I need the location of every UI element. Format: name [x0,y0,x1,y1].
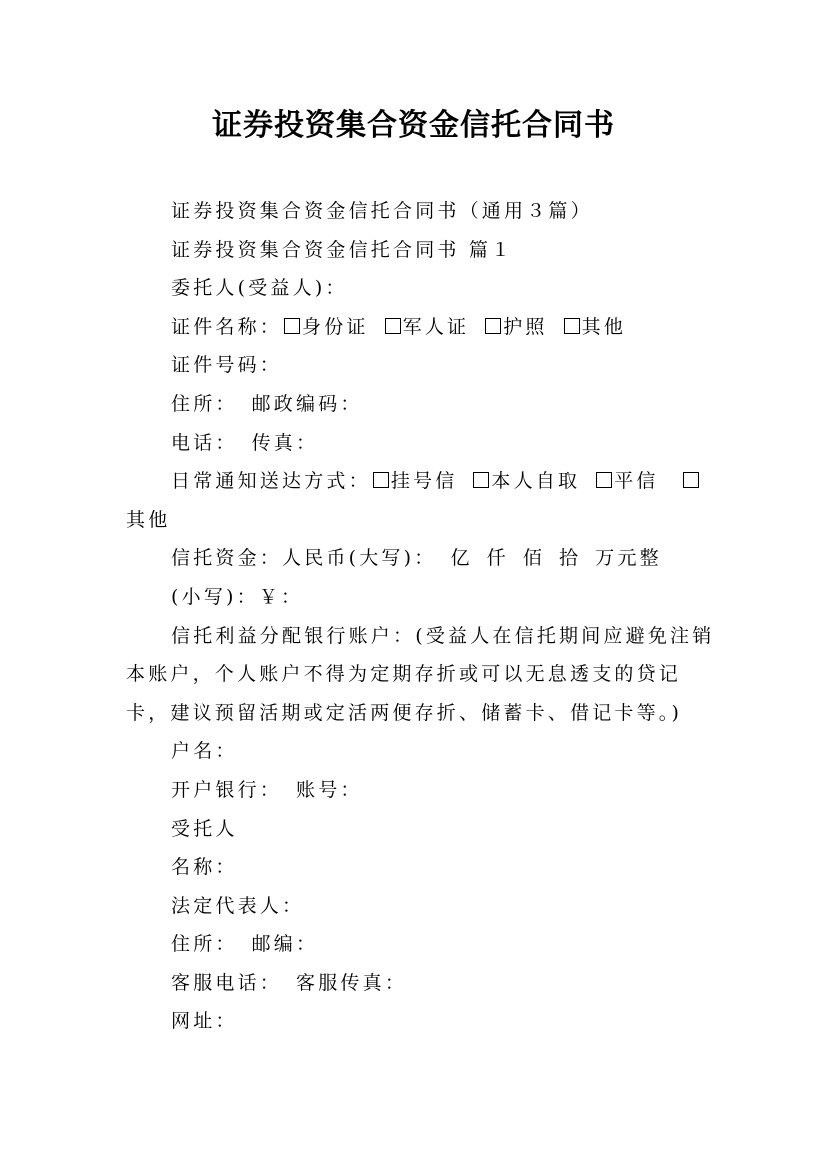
address-line [126,385,716,424]
service-phone-label: 客服电话： [171,971,283,994]
fund-unit: 亿 [450,547,473,570]
id-option-label: 其他 [581,315,627,338]
checkbox-icon[interactable] [683,472,699,488]
notice-option-label: 本人自取 [491,470,581,493]
trustee-postcode-label: 邮编： [251,933,319,956]
bank-account-paragraph: 信托利益分配银行账户：(受益人在信托期间应避免注销本账户，个人账户不得为定期存折或可以无息透支的贷记卡，建议预留活期或定活两便存折、储蓄卡、借记卡等。) [126,624,715,724]
account-no-label: 账号： [296,778,363,801]
document-title: 证券投资集合资金信托合同书 [212,108,615,143]
id-type-label: 证件名称： [171,315,283,338]
phone-line [126,424,716,463]
checkbox-icon[interactable] [473,472,489,488]
checkbox-icon[interactable] [385,318,401,334]
fund-label: 信托资金：人民币(大写)： [171,547,437,570]
service-fax-label: 客服传真： [296,971,408,994]
fund-unit: 万元整 [595,547,662,570]
id-option-label: 身份证 [302,315,369,338]
checkbox-icon[interactable] [373,472,389,488]
bank-label: 开户银行： [171,778,283,801]
bank-line [126,771,716,810]
phone-label: 电话： [171,431,238,454]
fund-unit: 佰 [522,547,546,570]
account-name-line: 户名： [171,740,238,763]
notice-option-label: 平信 [614,470,659,493]
checkbox-icon[interactable] [596,472,612,488]
notice-label: 日常通知送达方式： [171,470,371,493]
checkbox-icon[interactable] [485,318,501,334]
part-line: 证券投资集合资金信托合同书 篇１ [171,238,514,261]
name-line: 名称： [171,856,238,879]
trustee-address-line [126,925,716,964]
checkbox-icon[interactable] [564,318,580,334]
notice-line [126,462,716,539]
website-line: 网址： [171,1010,238,1033]
fax-label: 传真： [251,431,319,454]
id-number-line: 证件号码： [171,354,283,377]
checkbox-icon[interactable] [284,318,300,334]
legal-rep-line: 法定代表人： [171,894,305,917]
heading-line: 证券投资集合资金信托合同书（通用３篇） [171,200,593,222]
id-option-label: 护照 [503,315,548,338]
postcode-label: 邮政编码： [251,392,363,415]
trustee-line: 受托人 [171,817,238,840]
fund-unit: 仟 [486,547,509,570]
id-option-label: 军人证 [402,315,470,338]
address-label: 住所： [171,392,238,415]
fund-unit: 拾 [559,547,582,570]
service-line [126,964,716,1003]
fund-line [126,539,716,578]
notice-option-label: 挂号信 [390,470,458,493]
id-type-line [126,308,716,347]
notice-option-label: 其他 [126,508,171,531]
truster-line: 委托人(受益人)： [171,277,348,300]
small-amount-line: (小写)：￥： [171,585,304,608]
trustee-address-label: 住所： [171,933,238,956]
document-body [126,192,716,1041]
